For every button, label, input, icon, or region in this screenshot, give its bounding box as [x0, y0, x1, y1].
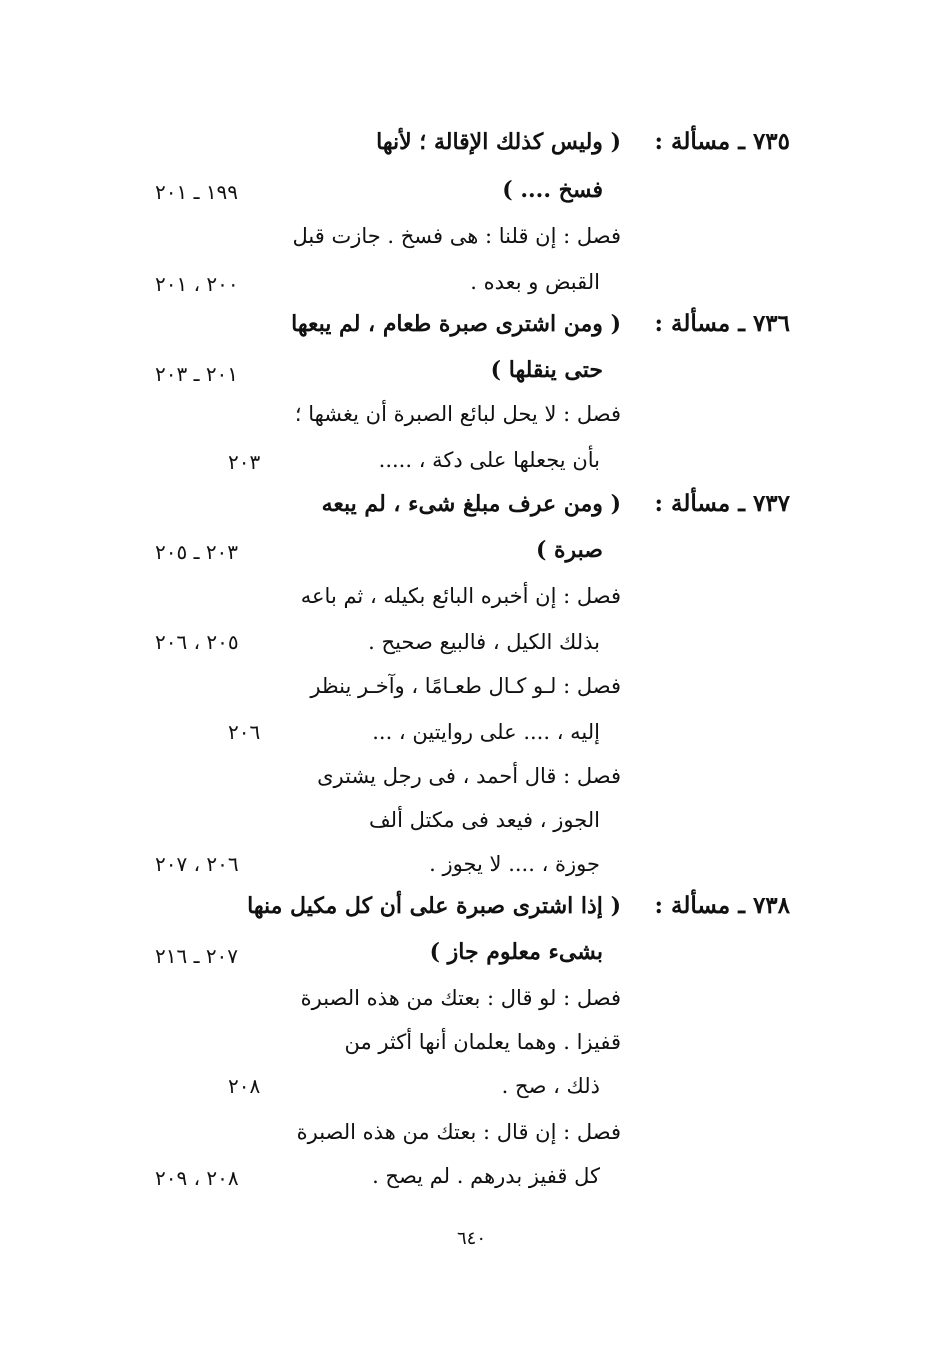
section-line: الجوز ، فيعد فى مكتل ألف [368, 808, 600, 832]
entry-title-line: ( ومن عرف مبلغ شىء ، لم يبعه [321, 491, 621, 517]
entry-label: ٧٣٧ ـ مسألة : [654, 490, 790, 517]
page-reference: ١٩٩ ـ ٢٠١ [155, 180, 239, 204]
page-reference: ٢٠٣ ـ ٢٠٥ [155, 540, 239, 564]
section-line: قفيزا . وهما يعلمان أنها أكثر من [344, 1030, 621, 1054]
page-reference: ٢٠٨ [228, 1074, 261, 1098]
section-line: القبض و بعده . [470, 270, 600, 294]
page-reference: ٢٠٦ [228, 720, 261, 744]
section-line: فصل : لـو كـال طعـامًا ، وآخـر ينظر [310, 674, 621, 698]
section-line: إليه ، .... على روايتين ، ... [372, 720, 600, 744]
entry-label: ٧٣٥ ـ مسألة : [654, 128, 790, 155]
page-reference: ٢٠٨ ، ٢٠٩ [155, 1166, 239, 1190]
page-reference: ٢٠٥ ، ٢٠٦ [155, 630, 239, 654]
section-line: جوزة ، .... لا يجوز . [429, 852, 600, 876]
section-line: فصل : إن قال : بعتك من هذه الصبرة [296, 1120, 621, 1144]
entry-title-line: صبرة ) [535, 537, 603, 563]
section-line: بأن يجعلها على دكة ، ..... [378, 448, 600, 472]
entry-title-line: ( إذا اشترى صبرة على أن كل مكيل منها [247, 893, 621, 919]
entry-label: ٧٣٨ ـ مسألة : [654, 892, 790, 919]
section-line: بذلك الكيل ، فالبيع صحيح . [368, 630, 600, 654]
section-line: كل قفيز بدرهم . لم يصح . [372, 1164, 600, 1188]
page-reference: ٢٠١ ـ ٢٠٣ [155, 362, 239, 386]
entry-title-line: فسخ .... ) [502, 177, 603, 203]
page-number: ٦٤٠ [456, 1228, 486, 1249]
section-line: فصل : قال أحمد ، فى رجل يشترى [317, 764, 621, 788]
section-line: ذلك ، صح . [501, 1074, 600, 1098]
page-reference: ٢٠٠ ، ٢٠١ [155, 272, 239, 296]
section-line: فصل : لا يحل لبائع الصبرة أن يغشها ؛ [294, 402, 621, 426]
section-line: فصل : إن قلنا : هى فسخ . جازت قبل [292, 224, 621, 248]
section-line: فصل : إن أخبره البائع بكيله ، ثم باعه [300, 584, 621, 608]
page-reference: ٢٠٧ ـ ٢١٦ [155, 944, 239, 968]
section-line: فصل : لو قال : بعتك من هذه الصبرة [300, 986, 621, 1010]
entry-title-line: بشىء معلوم جاز ) [429, 939, 603, 965]
entry-title-line: حتى ينقلها ) [490, 357, 603, 383]
page-reference: ٢٠٦ ، ٢٠٧ [155, 852, 239, 876]
page-reference: ٢٠٣ [228, 450, 261, 474]
entry-label: ٧٣٦ ـ مسألة : [654, 310, 790, 337]
entry-title-line: ( وليس كذلك الإقالة ؛ لأنها [376, 129, 621, 155]
entry-title-line: ( ومن اشترى صبرة طعام ، لم يبعها [291, 311, 621, 337]
